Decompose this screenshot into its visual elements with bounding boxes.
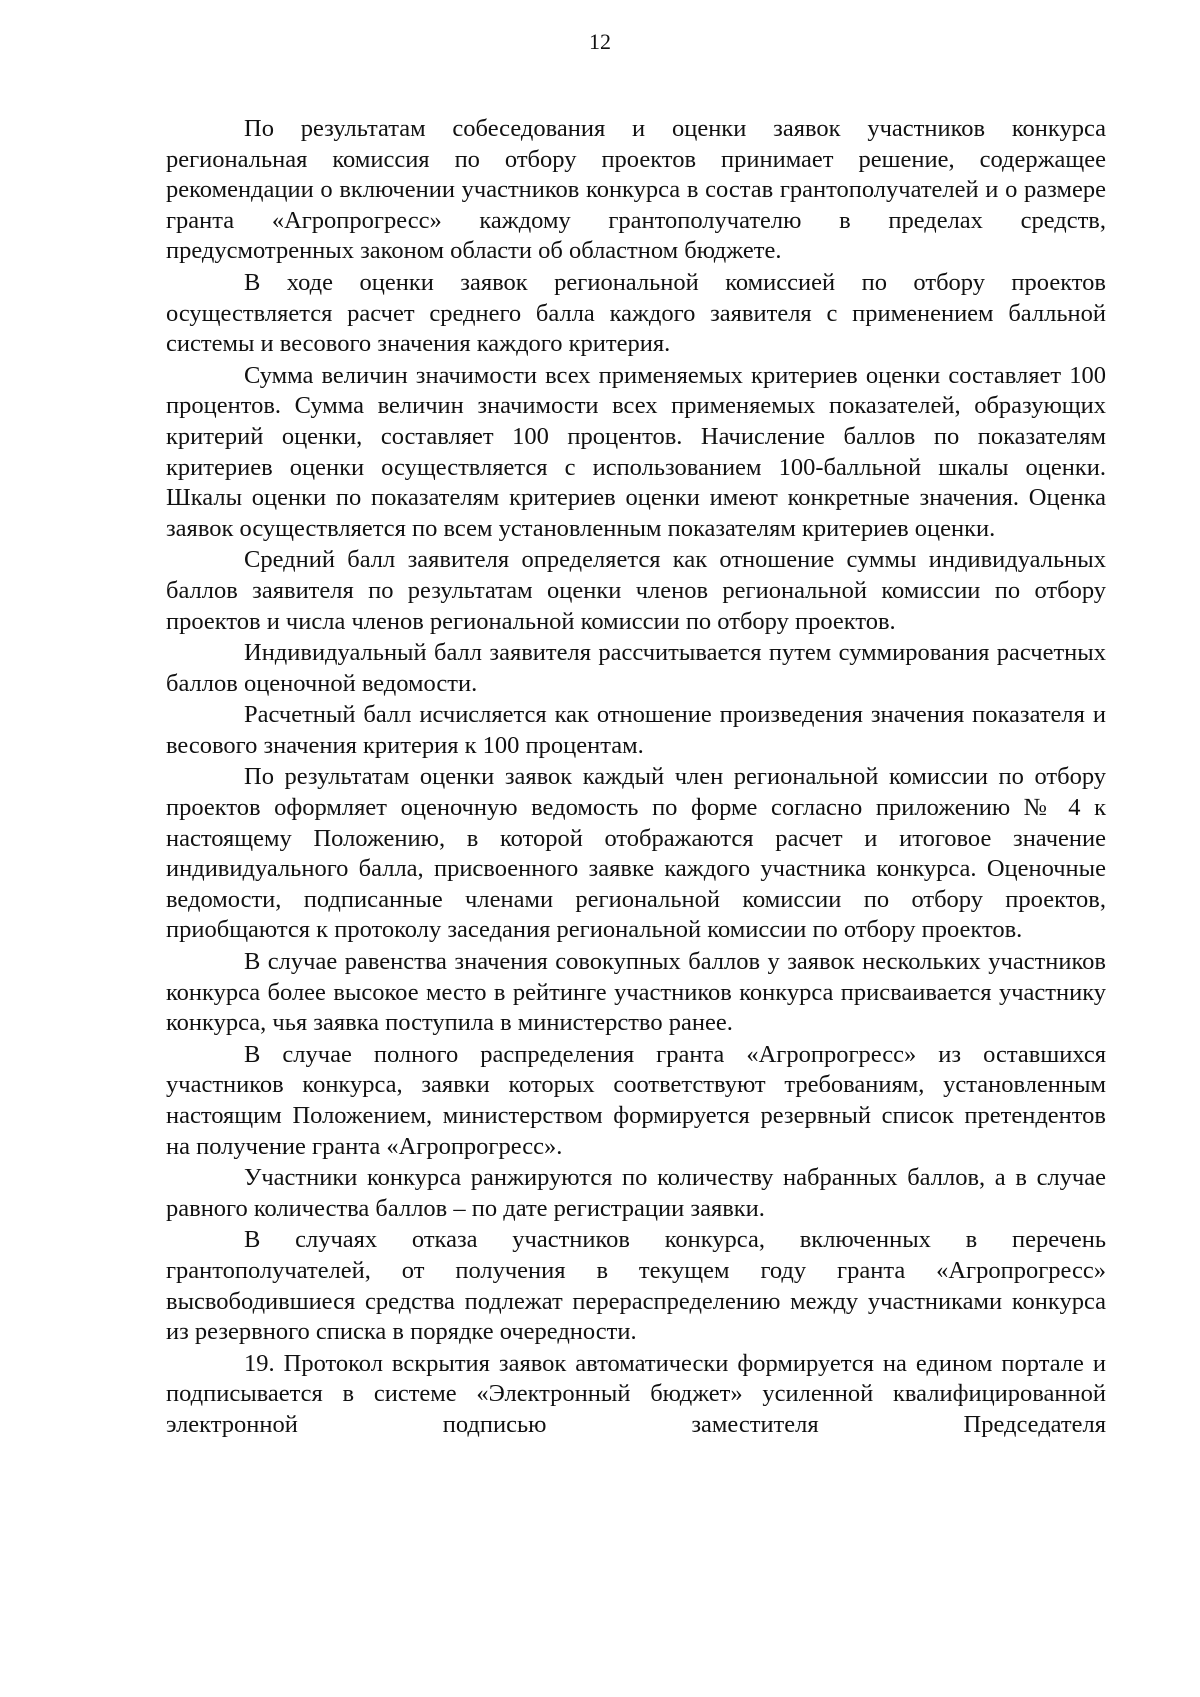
paragraph-redistribution: В случаях отказа участников конкурса, включенных в перечень грантополучателей, от получения в текущем году гранта «Агропрогресс» высвободившиеся средства подлежат перераспределению между участниками конкурса из резервного списка в порядке очередности.: [166, 1226, 1106, 1346]
paragraph-calculated-score: Расчетный балл исчисляется как отношение произведения значения показателя и весового значения критерия к 100 процентам.: [166, 701, 1106, 759]
paragraph-interview-results: По результатам собеседования и оценки заявок участников конкурса региональная комиссия по отбору проектов принимает решение, содержащее рекомендации о включении участников конкурса в состав грантополучателей и о размере гранта «Агропрогресс» каждому грантополучателю в пределах средств, предусмотренных законом области об областном бюджете.: [166, 115, 1106, 265]
page-number: 12: [589, 29, 611, 54]
paragraph-equal-scores: В случае равенства значения совокупных баллов у заявок нескольких участников конкурса более высокое место в рейтинге участников конкурса присваивается участнику конкурса, чья заявка поступила в министерство ранее.: [166, 948, 1106, 1037]
paragraph-average-score-calculation: В ходе оценки заявок региональной комиссией по отбору проектов осуществляется расчет среднего балла каждого заявителя с применением балльной системы и весового значения каждого критерия.: [166, 268, 1106, 358]
paragraph-individual-score: Индивидуальный балл заявителя рассчитывается путем суммирования расчетных баллов оценочной ведомости.: [166, 639, 1106, 697]
paragraph-evaluation-sheet: По результатам оценки заявок каждый член региональной комиссии по отбору проектов оформляет оценочную ведомость по форме согласно приложению № 4 к настоящему Положению, в которой отображаются расчет и итоговое значение индивидуального балла, присвоенного заявке каждого участника конкурса. Оценочные ведомости, подписанные членами региональной комиссии по отбору проектов, приобщаются к протоколу заседания региональной комиссии по отбору проектов.: [166, 763, 1106, 944]
paragraph-criteria-weights: Сумма величин значимости всех применяемых критериев оценки составляет 100 процентов. Сумма величин значимости всех применяемых показателей, образующих критерий оценки, составляет 100 процентов. Начисление баллов по показателям критериев оценки осуществляется с использованием 100-балльной шкалы оценки. Шкалы оценки по показателям критериев оценки имеют конкретные значения. Оценка заявок осуществляется по всем установленным показателям критериев оценки.: [166, 361, 1106, 542]
paragraph-reserve-list: В случае полного распределения гранта «Агропрогресс» из оставшихся участников конкурса, заявки которых соответствуют требованиям, установленным настоящим Положением, министерством формируется резервный список претендентов на получение гранта «Агропрогресс».: [166, 1040, 1106, 1160]
paragraph-average-score-definition: Средний балл заявителя определяется как отношение суммы индивидуальных баллов заявителя по результатам оценки членов региональной комиссии по отбору проектов и числа членов региональной комиссии по отбору проектов.: [166, 546, 1106, 635]
document-body: [166, 114, 1106, 1442]
paragraph-opening-protocol: 19. Протокол вскрытия заявок автоматически формируется на едином портале и подписывается в системе «Электронный бюджет» усиленной квалифицированной электронной подписью заместителя Председателя: [166, 1349, 1106, 1438]
paragraph-ranking: Участники конкурса ранжируются по количеству набранных баллов, а в случае равного количества баллов – по дате регистрации заявки.: [166, 1164, 1106, 1222]
